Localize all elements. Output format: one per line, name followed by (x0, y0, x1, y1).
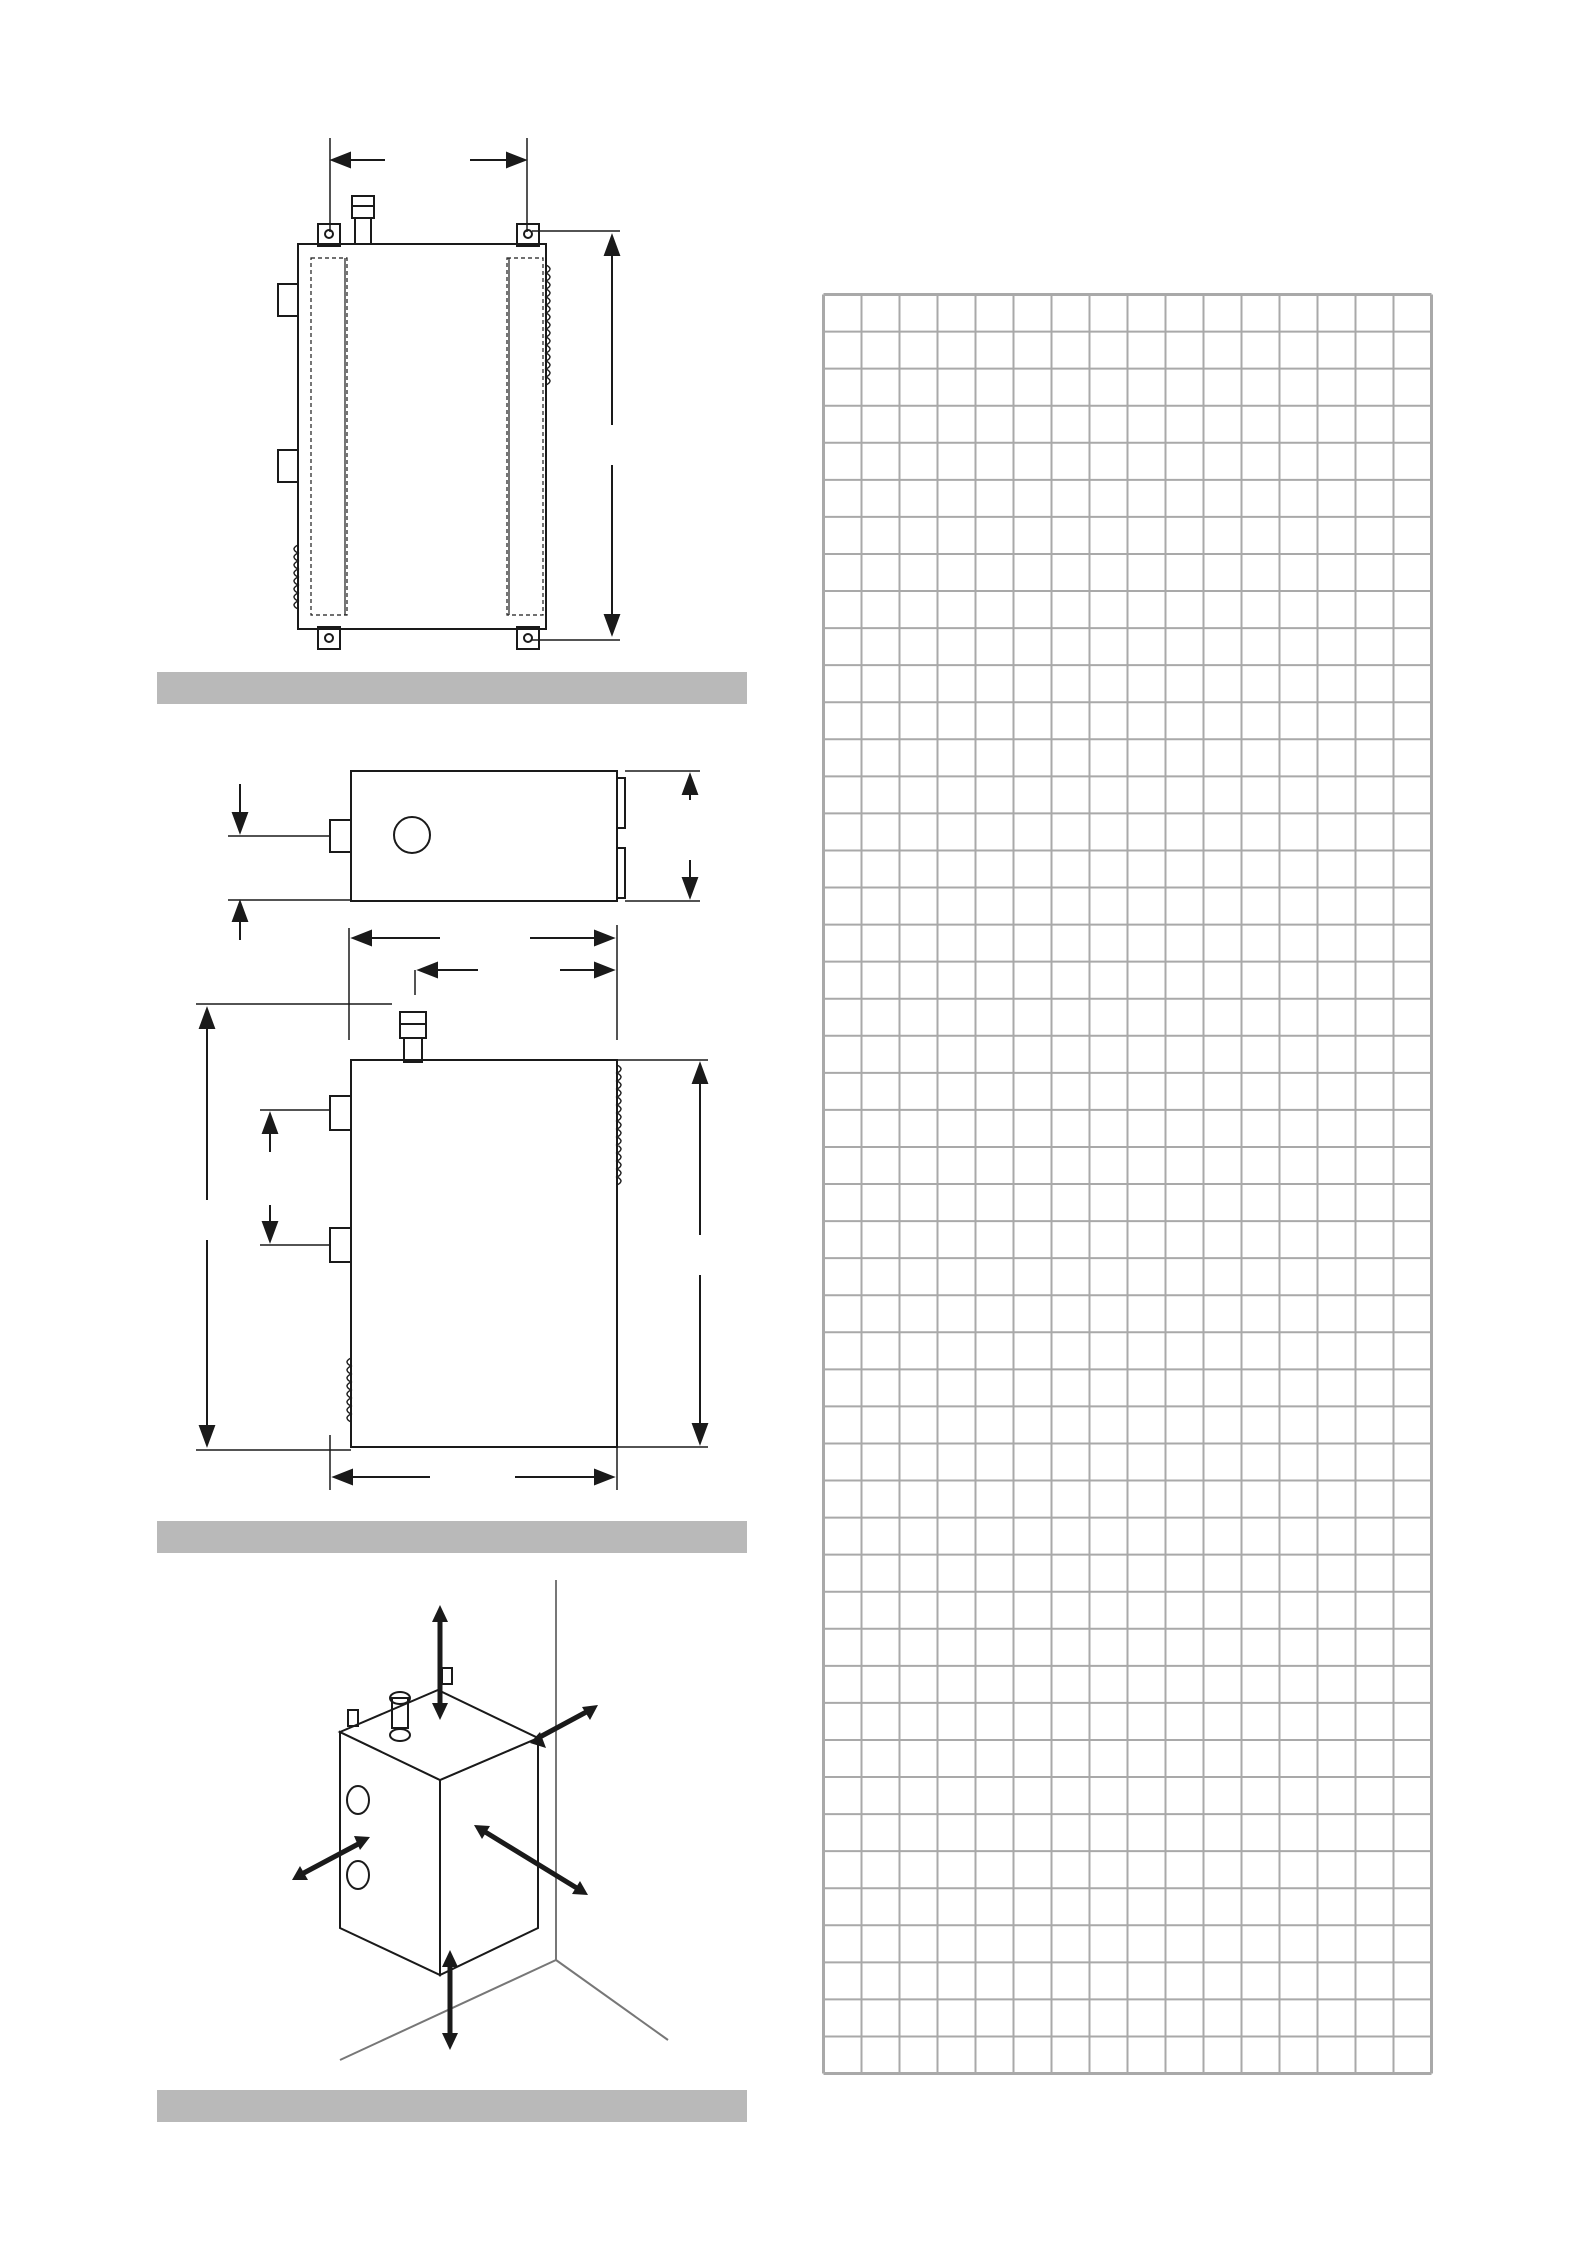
figure-installation-clearances (0, 1560, 760, 2100)
figure-front-view-brackets (0, 0, 760, 670)
figure-3-caption-bar (157, 2090, 747, 2122)
notes-grid (822, 293, 1433, 2075)
figure-top-front-dimensions (0, 700, 760, 1520)
figure-2-caption-bar (157, 1521, 747, 1553)
notes-grid-lines (822, 293, 1433, 2075)
